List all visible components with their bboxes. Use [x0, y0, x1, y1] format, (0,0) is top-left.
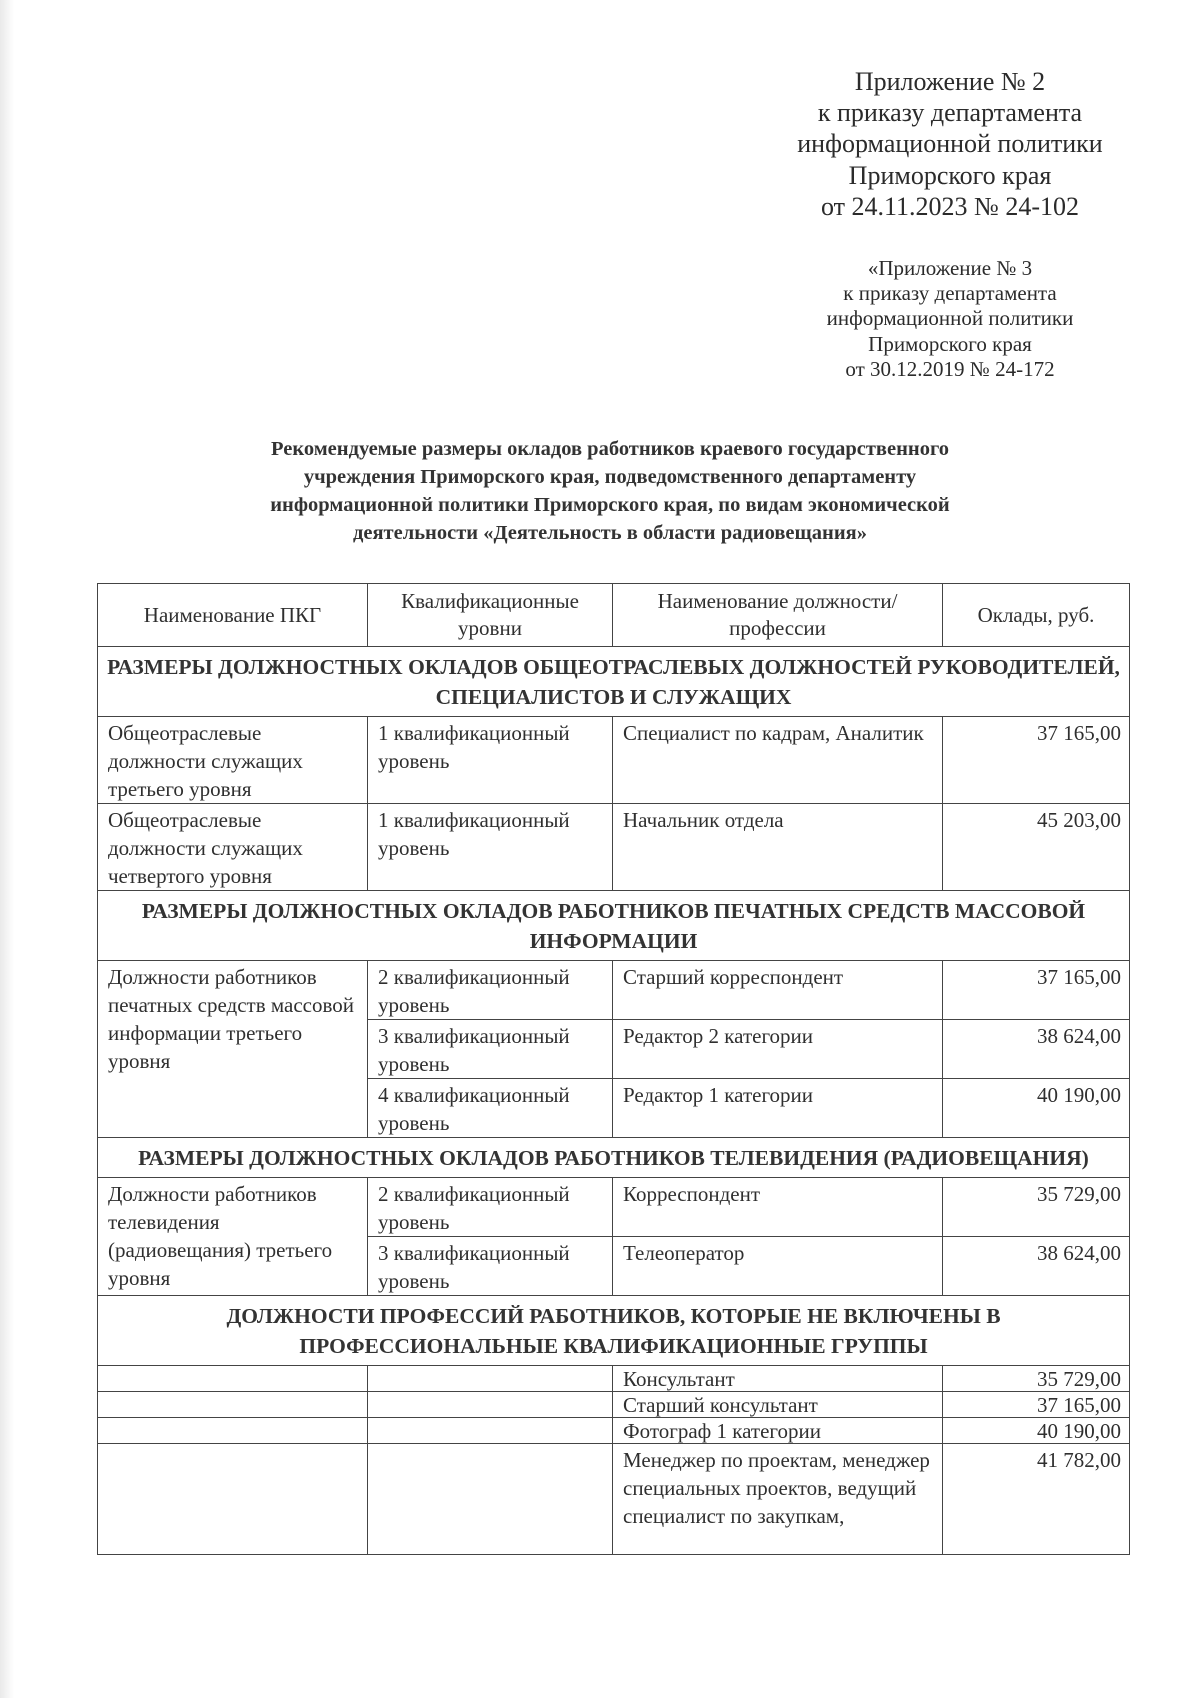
- cell-level: [368, 1392, 613, 1418]
- cell-pkg: [98, 1418, 368, 1444]
- salary-table: [97, 583, 1130, 1555]
- cell-position: Корреспондент: [613, 1178, 943, 1237]
- approval-line: Приложение № 2: [854, 67, 1046, 96]
- approval-line: Приморского края: [868, 331, 1032, 356]
- approval-line: от 30.12.2019 № 24-172: [845, 356, 1055, 381]
- cell-level: 2 квалификационный уровень: [368, 961, 613, 1020]
- table-header-row: [98, 584, 1130, 647]
- cell-level: 4 квалификационный уровень: [368, 1079, 613, 1138]
- cell-level: 3 квалификационный уровень: [368, 1020, 613, 1079]
- cell-salary: 40 190,00: [943, 1418, 1130, 1444]
- cell-salary: 35 729,00: [943, 1366, 1130, 1392]
- cell-salary: 37 165,00: [943, 961, 1130, 1020]
- document-title-line: учреждения Приморского края, подведомственного департаменту: [303, 466, 917, 489]
- table-row: [98, 717, 1130, 804]
- section-row: [98, 891, 1130, 961]
- cell-level: [368, 1418, 613, 1444]
- cell-position: Специалист по кадрам, Аналитик: [613, 717, 943, 804]
- cell-position: Фотограф 1 категории: [613, 1418, 943, 1444]
- document-title-line: информационной политики Приморского края, по видам экономической: [270, 494, 950, 517]
- cell-position: Менеджер по проектам, менеджер специальных проектов, ведущий специалист по закупкам,: [613, 1444, 943, 1555]
- header-salary: Оклады, руб.: [943, 584, 1130, 647]
- approval-line: «Приложение № 3: [867, 256, 1033, 280]
- cell-level: 3 квалификационный уровень: [368, 1237, 613, 1296]
- approval-line: от 24.11.2023 № 24-102: [820, 191, 1080, 221]
- section-title: РАЗМЕРЫ ДОЛЖНОСТНЫХ ОКЛАДОВ РАБОТНИКОВ ПЕЧАТНЫХ СРЕДСТВ МАССОВОЙ ИНФОРМАЦИИ: [98, 891, 1130, 961]
- cell-position: Старший корреспондент: [613, 961, 943, 1020]
- cell-pkg: Должности работников телевидения (радиовещания) третьего уровня: [98, 1178, 368, 1296]
- cell-level: [368, 1444, 613, 1555]
- table-row: [98, 1178, 1130, 1237]
- section-row: [98, 1296, 1130, 1366]
- section-title: РАЗМЕРЫ ДОЛЖНОСТНЫХ ОКЛАДОВ ОБЩЕОТРАСЛЕВЫХ ДОЛЖНОСТЕЙ РУКОВОДИТЕЛЕЙ, СПЕЦИАЛИСТОВ И СЛУЖАЩИХ: [98, 647, 1130, 717]
- section-row: [98, 1138, 1130, 1178]
- table-row: [98, 804, 1130, 891]
- cell-salary: 37 165,00: [943, 717, 1130, 804]
- approval-block-current: [780, 66, 1120, 222]
- approval-line: информационной политики: [797, 129, 1103, 159]
- cell-level: 1 квалификационный уровень: [368, 717, 613, 804]
- cell-pkg: [98, 1392, 368, 1418]
- header-position: Наименование должности/профессии: [613, 584, 943, 647]
- cell-pkg: Общеотраслевые должности служащих третьего уровня: [98, 717, 368, 804]
- cell-level: 1 квалификационный уровень: [368, 804, 613, 891]
- cell-salary: 40 190,00: [943, 1079, 1130, 1138]
- document-title-line: деятельности «Деятельность в области радиовещания»: [352, 522, 868, 545]
- section-row: [98, 647, 1130, 717]
- cell-pkg: [98, 1444, 368, 1555]
- approval-block-previous: [800, 256, 1100, 382]
- cell-salary: 45 203,00: [943, 804, 1130, 891]
- cell-position: Консультант: [613, 1366, 943, 1392]
- header-level: Квалификационные уровни: [368, 584, 613, 647]
- cell-position: Старший консультант: [613, 1392, 943, 1418]
- cell-salary: 35 729,00: [943, 1178, 1130, 1237]
- cell-pkg: Общеотраслевые должности служащих четвертого уровня: [98, 804, 368, 891]
- cell-position: Телеоператор: [613, 1237, 943, 1296]
- table-row: [98, 961, 1130, 1020]
- approval-line: информационной политики: [826, 306, 1074, 331]
- approval-line: к приказу департамента: [817, 98, 1083, 128]
- cell-level: 2 квалификационный уровень: [368, 1178, 613, 1237]
- scan-edge-shadow: [0, 0, 14, 1698]
- cell-salary: 37 165,00: [943, 1392, 1130, 1418]
- cell-pkg: Должности работников печатных средств массовой информации третьего уровня: [98, 961, 368, 1138]
- table-row: [98, 1392, 1130, 1418]
- approval-line: Приморского края: [848, 160, 1052, 190]
- table-row: [98, 1366, 1130, 1392]
- table-row: [98, 1418, 1130, 1444]
- cell-salary: 38 624,00: [943, 1020, 1130, 1079]
- cell-salary: 41 782,00: [943, 1444, 1130, 1555]
- cell-position: Начальник отдела: [613, 804, 943, 891]
- header-pkg: Наименование ПКГ: [98, 584, 368, 647]
- cell-position: Редактор 2 категории: [613, 1020, 943, 1079]
- cell-position: Редактор 1 категории: [613, 1079, 943, 1138]
- document-title: [120, 435, 1100, 547]
- cell-level: [368, 1366, 613, 1392]
- document-title-line: Рекомендуемые размеры окладов работников краевого государственного: [270, 438, 950, 460]
- cell-pkg: [98, 1366, 368, 1392]
- cell-salary: 38 624,00: [943, 1237, 1130, 1296]
- section-title: РАЗМЕРЫ ДОЛЖНОСТНЫХ ОКЛАДОВ РАБОТНИКОВ ТЕЛЕВИДЕНИЯ (РАДИОВЕЩАНИЯ): [98, 1138, 1130, 1178]
- table-row: [98, 1444, 1130, 1555]
- approval-line: к приказу департамента: [843, 281, 1057, 306]
- section-title: ДОЛЖНОСТИ ПРОФЕССИЙ РАБОТНИКОВ, КОТОРЫЕ НЕ ВКЛЮЧЕНЫ В ПРОФЕССИОНАЛЬНЫЕ КВАЛИФИКАЦИОННЫЕ ГРУППЫ: [98, 1296, 1130, 1366]
